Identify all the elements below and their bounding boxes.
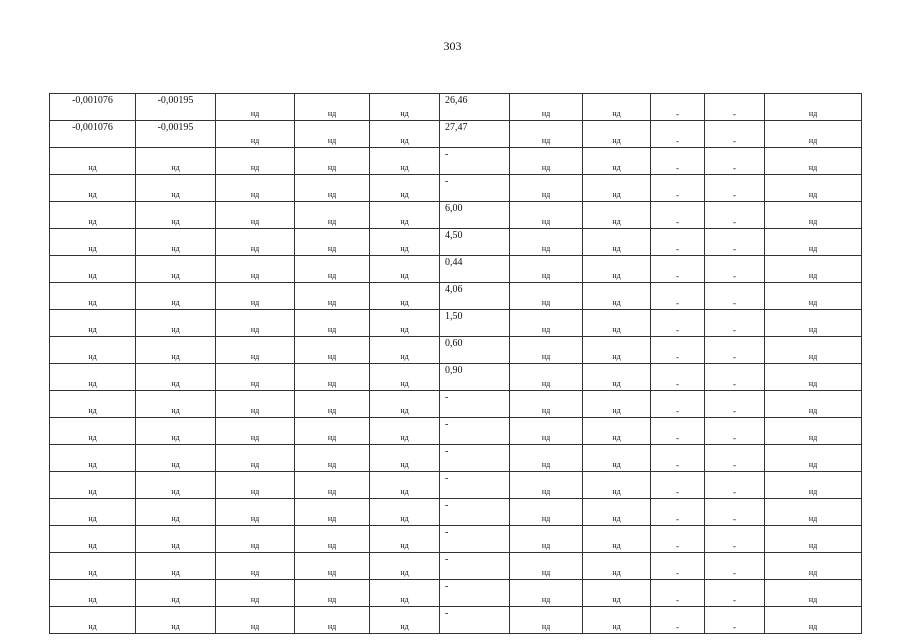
data-table xyxy=(49,93,862,634)
table-cell: нд xyxy=(765,580,862,607)
table-cell: нд xyxy=(50,256,136,283)
table-cell: нд xyxy=(295,580,370,607)
table-cell: - xyxy=(651,526,705,553)
table-row xyxy=(50,229,862,256)
table-cell: нд xyxy=(216,202,295,229)
table-cell: нд xyxy=(583,472,651,499)
table-row xyxy=(50,337,862,364)
table-cell: - xyxy=(705,499,765,526)
table-cell: нд xyxy=(510,580,583,607)
table-cell: нд xyxy=(50,526,136,553)
table-cell: -0,00195 xyxy=(136,94,216,121)
table-cell: - xyxy=(440,148,510,175)
table-cell: нд xyxy=(583,283,651,310)
table-row xyxy=(50,310,862,337)
table-cell: нд xyxy=(216,445,295,472)
table-cell: нд xyxy=(765,472,862,499)
table-cell: - xyxy=(440,526,510,553)
table-cell: - xyxy=(440,472,510,499)
table-cell: - xyxy=(651,256,705,283)
table-cell: нд xyxy=(295,499,370,526)
table-cell: нд xyxy=(583,94,651,121)
table-cell: 27,47 xyxy=(440,121,510,148)
table-cell: нд xyxy=(510,364,583,391)
table-cell: нд xyxy=(510,229,583,256)
table-cell: нд xyxy=(765,310,862,337)
table-body xyxy=(50,94,862,634)
table-cell: - xyxy=(651,472,705,499)
table-cell: нд xyxy=(295,391,370,418)
table-cell: нд xyxy=(583,364,651,391)
table-row xyxy=(50,580,862,607)
table-cell: - xyxy=(705,121,765,148)
table-cell: нд xyxy=(50,472,136,499)
table-cell: нд xyxy=(510,94,583,121)
table-cell: - xyxy=(705,391,765,418)
table-cell: - xyxy=(651,94,705,121)
table-cell: 0,90 xyxy=(440,364,510,391)
table-cell: нд xyxy=(216,94,295,121)
table-cell: нд xyxy=(370,121,440,148)
table-cell: нд xyxy=(370,364,440,391)
table-cell: -0,001076 xyxy=(50,94,136,121)
table-cell: -0,001076 xyxy=(50,121,136,148)
table-cell: нд xyxy=(216,364,295,391)
table-cell: нд xyxy=(370,607,440,634)
table-cell: - xyxy=(705,445,765,472)
table-cell: нд xyxy=(136,283,216,310)
table-cell: нд xyxy=(136,445,216,472)
table-cell: нд xyxy=(216,499,295,526)
table-cell: нд xyxy=(583,526,651,553)
table-cell: нд xyxy=(295,310,370,337)
table-cell: - xyxy=(705,553,765,580)
table-cell: нд xyxy=(50,310,136,337)
table-cell: нд xyxy=(370,391,440,418)
table-cell: нд xyxy=(295,94,370,121)
table-cell: - xyxy=(705,418,765,445)
table-cell: нд xyxy=(370,553,440,580)
table-row xyxy=(50,472,862,499)
table-cell: нд xyxy=(216,607,295,634)
table-cell: нд xyxy=(583,445,651,472)
table-cell: нд xyxy=(510,391,583,418)
table-cell: нд xyxy=(216,553,295,580)
table-cell: нд xyxy=(216,310,295,337)
table-cell: - xyxy=(705,175,765,202)
table-cell: нд xyxy=(510,283,583,310)
table-cell: - xyxy=(651,229,705,256)
table-cell: - xyxy=(440,553,510,580)
table-cell: нд xyxy=(370,499,440,526)
table-cell: нд xyxy=(765,175,862,202)
table-cell: - xyxy=(705,148,765,175)
table-cell: нд xyxy=(50,607,136,634)
table-cell: нд xyxy=(510,607,583,634)
table-row xyxy=(50,364,862,391)
table-cell: нд xyxy=(136,202,216,229)
table-cell: нд xyxy=(136,472,216,499)
table-cell: нд xyxy=(370,310,440,337)
table-cell: нд xyxy=(370,202,440,229)
table-cell: нд xyxy=(510,337,583,364)
table-cell: нд xyxy=(50,391,136,418)
table-row xyxy=(50,94,862,121)
table-cell: нд xyxy=(50,364,136,391)
table-cell: нд xyxy=(295,256,370,283)
table-cell: нд xyxy=(295,418,370,445)
table-cell: нд xyxy=(765,445,862,472)
table-cell: нд xyxy=(50,337,136,364)
table-cell: - xyxy=(651,580,705,607)
table-cell: нд xyxy=(510,121,583,148)
table-cell: нд xyxy=(510,445,583,472)
table-cell: нд xyxy=(50,202,136,229)
table-cell: нд xyxy=(136,337,216,364)
table-cell: - xyxy=(651,283,705,310)
table-row xyxy=(50,391,862,418)
table-cell: нд xyxy=(765,391,862,418)
table-row xyxy=(50,445,862,472)
table-cell: нд xyxy=(765,148,862,175)
table-cell: нд xyxy=(765,283,862,310)
table-cell: нд xyxy=(370,283,440,310)
table-cell: нд xyxy=(136,526,216,553)
table-cell: - xyxy=(705,202,765,229)
table-row xyxy=(50,202,862,229)
table-cell: нд xyxy=(370,445,440,472)
table-cell: нд xyxy=(583,202,651,229)
table-cell: нд xyxy=(765,256,862,283)
table-cell: нд xyxy=(583,229,651,256)
table-cell: нд xyxy=(295,175,370,202)
table-row xyxy=(50,499,862,526)
table-cell: нд xyxy=(216,337,295,364)
table-cell: - xyxy=(440,607,510,634)
table-cell: нд xyxy=(295,607,370,634)
table-cell: 6,00 xyxy=(440,202,510,229)
table-cell: - xyxy=(705,607,765,634)
table-cell: нд xyxy=(136,364,216,391)
table-cell: - xyxy=(440,391,510,418)
table-cell: - xyxy=(651,364,705,391)
table-cell: 1,50 xyxy=(440,310,510,337)
table-cell: 0,44 xyxy=(440,256,510,283)
table-cell: нд xyxy=(583,256,651,283)
table-cell: нд xyxy=(50,229,136,256)
table-row xyxy=(50,148,862,175)
table-cell: - xyxy=(651,553,705,580)
table-cell: нд xyxy=(136,310,216,337)
table-cell: нд xyxy=(765,121,862,148)
table-cell: нд xyxy=(510,148,583,175)
table-cell: нд xyxy=(370,580,440,607)
table-cell: 26,46 xyxy=(440,94,510,121)
table-cell: нд xyxy=(370,229,440,256)
table-cell: нд xyxy=(583,418,651,445)
table-row xyxy=(50,553,862,580)
table-row xyxy=(50,526,862,553)
table-cell: нд xyxy=(295,472,370,499)
table-cell: нд xyxy=(295,148,370,175)
table-cell: нд xyxy=(216,148,295,175)
table-cell: - xyxy=(651,175,705,202)
table-row xyxy=(50,121,862,148)
table-cell: - xyxy=(651,607,705,634)
table-cell: - xyxy=(651,310,705,337)
table-cell: - xyxy=(440,445,510,472)
table-cell: нд xyxy=(295,202,370,229)
table-cell: нд xyxy=(295,337,370,364)
table-cell: - xyxy=(651,202,705,229)
table-cell: нд xyxy=(765,202,862,229)
table-cell: нд xyxy=(510,499,583,526)
table-cell: нд xyxy=(50,283,136,310)
table-cell: нд xyxy=(216,526,295,553)
table-cell: нд xyxy=(510,472,583,499)
table-cell: нд xyxy=(765,526,862,553)
table-cell: нд xyxy=(136,418,216,445)
table-cell: - xyxy=(705,364,765,391)
table-cell: нд xyxy=(295,553,370,580)
table-cell: нд xyxy=(510,526,583,553)
table-cell: - xyxy=(651,121,705,148)
table-cell: нд xyxy=(510,256,583,283)
table-cell: нд xyxy=(295,364,370,391)
table-cell: - xyxy=(651,337,705,364)
table-cell: нд xyxy=(510,175,583,202)
table-cell: нд xyxy=(583,553,651,580)
table-cell: нд xyxy=(216,283,295,310)
table-cell: 4,50 xyxy=(440,229,510,256)
table-cell: нд xyxy=(216,175,295,202)
table-cell: - xyxy=(651,148,705,175)
table-cell: - xyxy=(440,580,510,607)
table-cell: нд xyxy=(370,337,440,364)
table-cell: нд xyxy=(583,391,651,418)
table-cell: нд xyxy=(50,499,136,526)
table-cell: нд xyxy=(136,499,216,526)
table-cell: нд xyxy=(136,553,216,580)
table-cell: нд xyxy=(136,256,216,283)
table-cell: нд xyxy=(370,94,440,121)
table-cell: нд xyxy=(50,418,136,445)
table-cell: нд xyxy=(136,229,216,256)
table-cell: - xyxy=(651,445,705,472)
table-cell: нд xyxy=(510,310,583,337)
table-cell: - xyxy=(651,418,705,445)
table-cell: -0,00195 xyxy=(136,121,216,148)
table-cell: нд xyxy=(583,607,651,634)
table-cell: нд xyxy=(370,175,440,202)
table-cell: нд xyxy=(765,553,862,580)
table-cell: - xyxy=(705,526,765,553)
table-cell: нд xyxy=(583,337,651,364)
table-cell: нд xyxy=(295,445,370,472)
table-cell: нд xyxy=(216,229,295,256)
table-cell: нд xyxy=(583,310,651,337)
table-cell: нд xyxy=(50,445,136,472)
table-cell: - xyxy=(705,94,765,121)
table-cell: нд xyxy=(136,607,216,634)
table-cell: нд xyxy=(295,283,370,310)
table-cell: нд xyxy=(50,148,136,175)
table-cell: нд xyxy=(583,580,651,607)
table-cell: нд xyxy=(50,553,136,580)
table-cell: нд xyxy=(136,175,216,202)
table-cell: нд xyxy=(216,391,295,418)
table-row xyxy=(50,175,862,202)
table-cell: - xyxy=(705,310,765,337)
table-row xyxy=(50,256,862,283)
table-cell: нд xyxy=(765,607,862,634)
table-cell: нд xyxy=(50,175,136,202)
table-cell: - xyxy=(440,499,510,526)
table-cell: нд xyxy=(765,364,862,391)
table-cell: нд xyxy=(136,148,216,175)
table-cell: нд xyxy=(765,94,862,121)
table-row xyxy=(50,607,862,634)
table-cell: - xyxy=(705,283,765,310)
table-row xyxy=(50,283,862,310)
table-cell: - xyxy=(705,472,765,499)
table-cell: нд xyxy=(295,229,370,256)
table-cell: - xyxy=(705,229,765,256)
table-cell: нд xyxy=(510,418,583,445)
table-cell: нд xyxy=(295,526,370,553)
table-cell: нд xyxy=(136,391,216,418)
table-cell: нд xyxy=(216,121,295,148)
table-cell: нд xyxy=(510,202,583,229)
table-row xyxy=(50,418,862,445)
table-cell: 0,60 xyxy=(440,337,510,364)
table-cell: нд xyxy=(216,256,295,283)
table-cell: нд xyxy=(765,337,862,364)
table-cell: - xyxy=(705,337,765,364)
table-cell: нд xyxy=(583,121,651,148)
table-cell: нд xyxy=(765,229,862,256)
table-cell: нд xyxy=(370,526,440,553)
table-cell: нд xyxy=(583,175,651,202)
table-cell: - xyxy=(651,391,705,418)
table-cell: нд xyxy=(370,148,440,175)
table-cell: нд xyxy=(370,472,440,499)
table-cell: нд xyxy=(765,418,862,445)
table-cell: нд xyxy=(510,553,583,580)
page-number: 303 xyxy=(443,39,462,53)
table-cell: нд xyxy=(295,121,370,148)
table-cell: нд xyxy=(583,148,651,175)
table-cell: нд xyxy=(370,256,440,283)
table-cell: нд xyxy=(216,580,295,607)
table-cell: - xyxy=(440,418,510,445)
table-cell: нд xyxy=(216,472,295,499)
table-cell: нд xyxy=(216,418,295,445)
table-cell: - xyxy=(705,256,765,283)
table-cell: нд xyxy=(583,499,651,526)
table-cell: нд xyxy=(370,418,440,445)
table-cell: нд xyxy=(765,499,862,526)
table-cell: нд xyxy=(50,580,136,607)
table-cell: нд xyxy=(136,580,216,607)
table-cell: - xyxy=(440,175,510,202)
table-cell: - xyxy=(651,499,705,526)
table-cell: - xyxy=(705,580,765,607)
table-cell: 4,06 xyxy=(440,283,510,310)
